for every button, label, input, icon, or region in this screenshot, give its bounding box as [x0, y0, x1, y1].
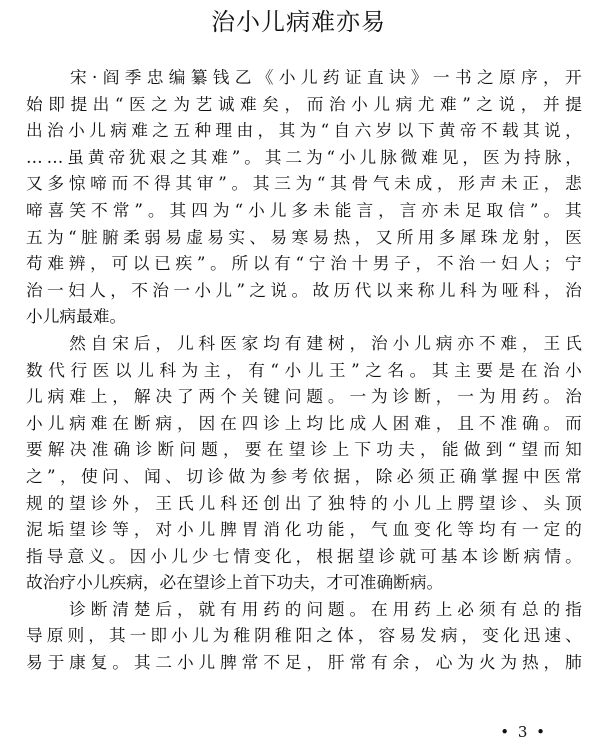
text-line: 易 于 康 复 。 其 二 小 儿 脾 常 不 足 ， 肝 常 有 余 ， 心 为 火 为 热 ， 肺 — [26, 652, 582, 673]
text-line: 导 原 则 ， 其 一 即 小 儿 为 稚 阴 稚 阳 之 体 ， 容 易 发 病 ， 变 化 迅 速 、 — [26, 625, 582, 646]
text-line: 又 多 惊 啼 而 不 得 其 审 ” 。 其 三 为 “ 其 骨 气 未 成 ， 形 声 未 正 ， 悲 — [26, 173, 582, 194]
text-line: 指 导 意 义 。 因 小 儿 少 七 情 变 化 ， 根 据 望 诊 就 可 基 本 诊 断 病 情 。 — [26, 545, 582, 566]
text-line: 始 即 提 出 “ 医 之 为 艺 诚 难 矣 ， 而 治 小 儿 病 尤 难 ” 之 说 ， 并 提 — [26, 93, 582, 114]
text-line: 诊 断 清 楚 后 ， 就 有 用 药 的 问 题 。 在 用 药 上 必 须 有 总 的 指 — [69, 598, 582, 619]
text-line: 宋 · 阎 季 忠 编 纂 钱 乙 《 小 儿 药 证 直 诀 》 一 书 之 原 序 ， 开 — [70, 67, 582, 87]
text-line: 小 儿 病 难 在 断 病 ， 因 在 四 诊 上 均 比 成 人 困 难 ， 且 不 准 确 。 而 — [26, 412, 582, 433]
text-line: 儿 病 难 上 ， 解 决 了 两 个 关 键 问 题 。 一 为 诊 断 ， 一 为 用 药 。 治 — [26, 386, 582, 407]
page-title: 治小儿病难亦易 — [211, 8, 386, 36]
page-number: • 3 • — [500, 723, 547, 741]
text-line: 出 治 小 儿 病 难 之 五 种 理 由 ， 其 为 “ 自 六 岁 以 下 黄 帝 不 载 其 说 ， — [26, 120, 582, 141]
text-line: 之 ” ， 使 问 、 闻 、 切 诊 做 为 参 考 依 据 ， 除 必 须 正 确 掌 握 中 医 常 — [26, 465, 582, 486]
text-line: 规 的 望 诊 外 ， 王 氏 儿 科 还 创 出 了 独 特 的 小 儿 上 腭 望 诊 、 头 顶 — [26, 492, 582, 513]
text-line: 治 一 妇 人 ， 不 治 一 小 儿 ” 之 说 。 故 历 代 以 来 称 儿 科 为 哑 科 ， 治 — [26, 279, 582, 300]
body-text — [26, 64, 582, 676]
text-line: 啼 喜 笑 不 常 ” 。 其 四 为 “ 小 儿 多 未 能 言 ， 言 亦 未 足 取 信 ” 。 其 — [26, 199, 582, 220]
text-line: 然 自 宋 后 ， 儿 科 医 家 均 有 建 树 ， 治 小 儿 病 亦 不 难 ， 王 氏 — [69, 332, 582, 353]
text-line: … … 虽 黄 帝 犹 艰 之 其 难 ” 。 其 二 为 “ 小 儿 脉 微 难 见 ， 医 为 持 脉 ， — [26, 146, 582, 167]
text-line: 泥 垢 望 诊 等 ， 对 小 儿 脾 胃 消 化 功 能 ， 气 血 变 化 等 均 有 一 定 的 — [26, 519, 582, 540]
text-line: 苟 难 辨 ， 可 以 已 疾 ” 。 所 以 有 “ 宁 治 十 男 子 ， 不 治 一 妇 人 ； 宁 — [26, 253, 582, 274]
text-line: 五 为 “ 脏 腑 柔 弱 易 虚 易 实 、 易 寒 易 热 ， 又 所 用 多 犀 珠 龙 射 ， 医 — [26, 226, 582, 247]
text-line: 小 儿 病 最 难 。 — [26, 306, 127, 327]
text-line: 数 代 行 医 以 儿 科 为 主 ， 有 “ 小 儿 王 ” 之 名 。 其 主 要 是 在 治 小 — [26, 359, 582, 380]
text-line: 故 治 疗 小 儿 疾 病 ， 必 在 望 诊 上 首 下 功 夫 ， 才 可 准 确 断 病 。 — [26, 572, 444, 593]
text-line: 要 解 决 准 确 诊 断 问 题 ， 要 在 望 诊 上 下 功 夫 ， 能 做 到 “ 望 而 知 — [26, 439, 582, 460]
